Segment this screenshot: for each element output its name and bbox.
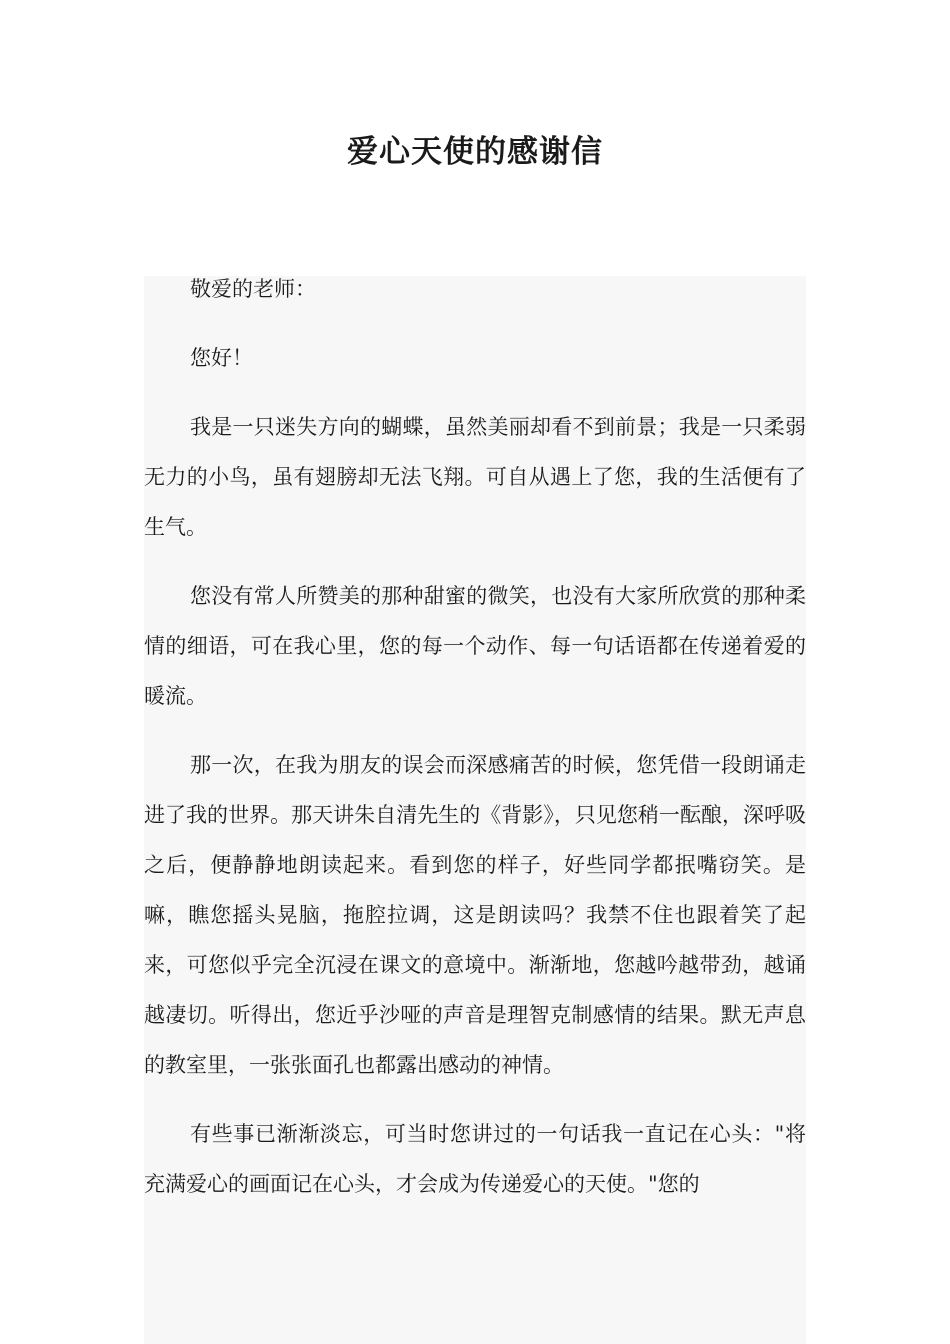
letter-body: [144, 276, 806, 1344]
paragraph: 有些事已渐渐淡忘，可当时您讲过的一句话我一直记在心头："将充满爱心的画面记在心头，才会成为传递爱心的天使。"您的: [144, 1122, 806, 1196]
greeting: 您好！: [190, 346, 253, 370]
paragraph: 我是一只迷失方向的蝴蝶，虽然美丽却看不到前景；我是一只柔弱无力的小鸟，虽有翅膀却无法飞翔。可自从遇上了您，我的生活便有了生气。: [144, 415, 806, 539]
paragraph: 您没有常人所赞美的那种甜蜜的微笑，也没有大家所欣赏的那种柔情的细语，可在我心里，您的每一个动作、每一句话语都在传递着爱的暖流。: [144, 584, 806, 708]
page-title: 爱心天使的感谢信: [347, 134, 603, 170]
paragraph: 那一次，在我为朋友的误会而深感痛苦的时候，您凭借一段朗诵走进了我的世界。那天讲朱自清先生的《背影》，只见您稍一酝酿，深呼吸之后，便静静地朗读起来。看到您的样子，好些同学都抿嘴窃笑。是嘛，瞧您摇头晃脑，拖腔拉调，这是朗读吗？我禁不住也跟着笑了起来，可您似乎完全沉浸在课文的意境中。渐渐地，您越吟越带劲，越诵越凄切。听得出，您近乎沙哑的声音是理智克制感情的结果。默无声息的教室里，一张张面孔也都露出感动的神情。: [144, 753, 806, 1077]
salutation: 敬爱的老师：: [190, 277, 316, 301]
